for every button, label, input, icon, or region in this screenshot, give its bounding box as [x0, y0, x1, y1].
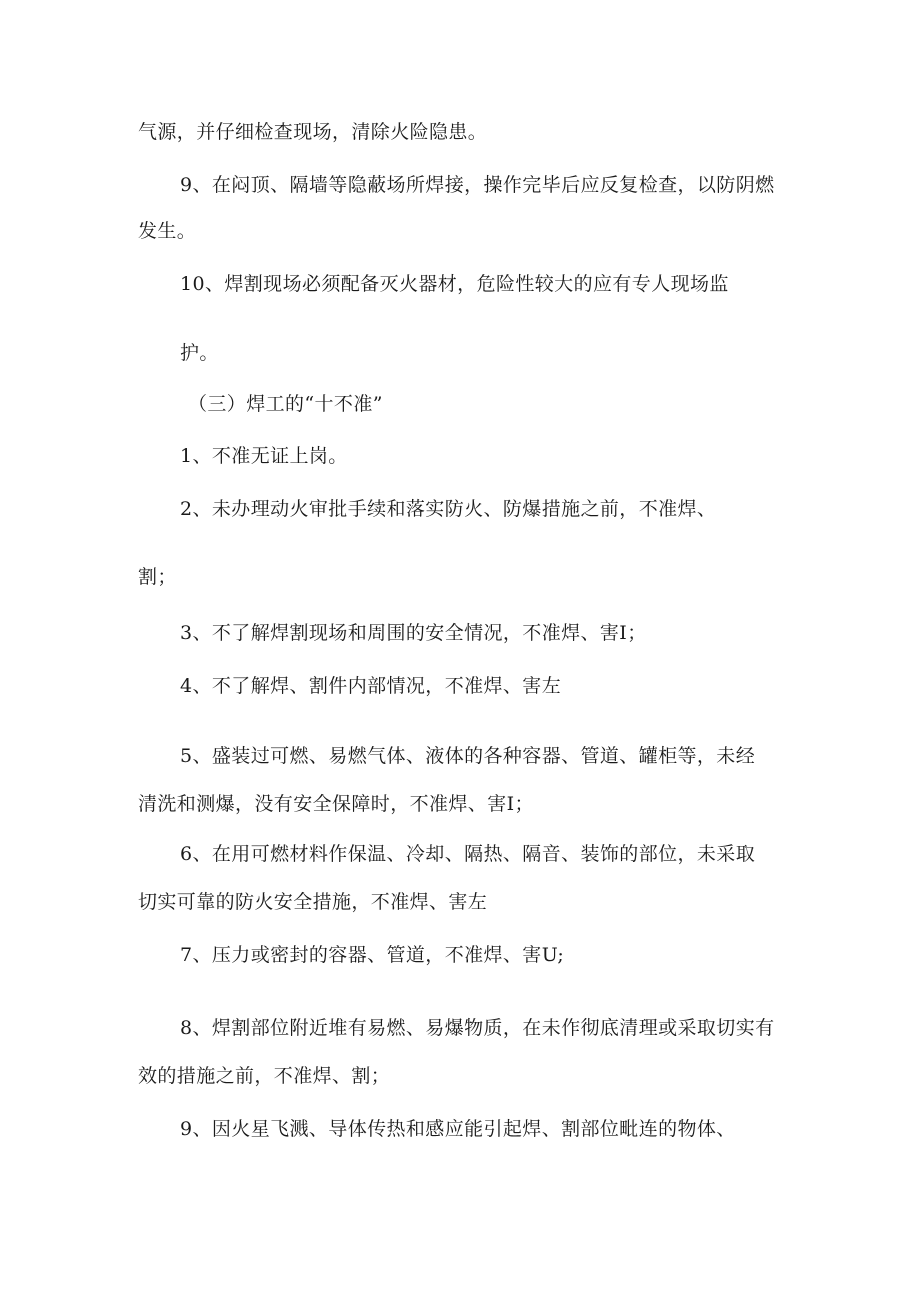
text-line-3: 发生。 — [138, 220, 197, 242]
text-line-7: 1、不准无证上岗。 — [180, 445, 348, 467]
text-line-9: 割； — [138, 566, 177, 588]
text-line-14: 6、在用可燃材料作保温、冷却、隔热、隔音、装饰的部位，未采取 — [180, 843, 756, 865]
text-line-18: 效的措施之前，不准焊、割； — [138, 1065, 391, 1087]
text-line-10: 3、不了解焊割现场和周围的安全情况，不准焊、害I； — [180, 622, 647, 644]
text-line-4: 10、焊割现场必须配备灭火器材，危险性较大的应有专人现场监 — [180, 273, 729, 295]
text-line-17: 8、焊割部位附近堆有易燃、易爆物质，在未作彻底清理或采取切实有 — [180, 1017, 775, 1039]
text-line-19: 9、因火星飞溅、导体传热和感应能引起焊、割部位毗连的物体、 — [180, 1118, 736, 1140]
text-line-5: 护。 — [180, 342, 219, 364]
text-line-16: 7、压力或密封的容器、管道，不准焊、害U; — [180, 944, 565, 966]
text-line-13: 清洗和测爆，没有安全保障时，不准焊、害I； — [138, 793, 534, 815]
section-heading: （三）焊工的“十不准” — [188, 393, 383, 415]
text-line-1: 气源，并仔细检查现场，清除火险隐患。 — [138, 121, 488, 143]
text-line-2: 9、在闷顶、隔墙等隐蔽场所焊接，操作完毕后应反复检查，以防阴燃 — [180, 174, 775, 196]
text-line-8: 2、未办理动火审批手续和落实防火、防爆措施之前，不准焊、 — [180, 498, 717, 520]
text-line-12: 5、盛装过可燃、易燃气体、液体的各种容器、管道、罐柜等，未经 — [180, 745, 756, 767]
text-line-15: 切实可靠的防火安全措施，不准焊、害左 — [138, 891, 488, 913]
text-line-11: 4、不了解焊、割件内部情况，不准焊、害左 — [180, 675, 562, 697]
